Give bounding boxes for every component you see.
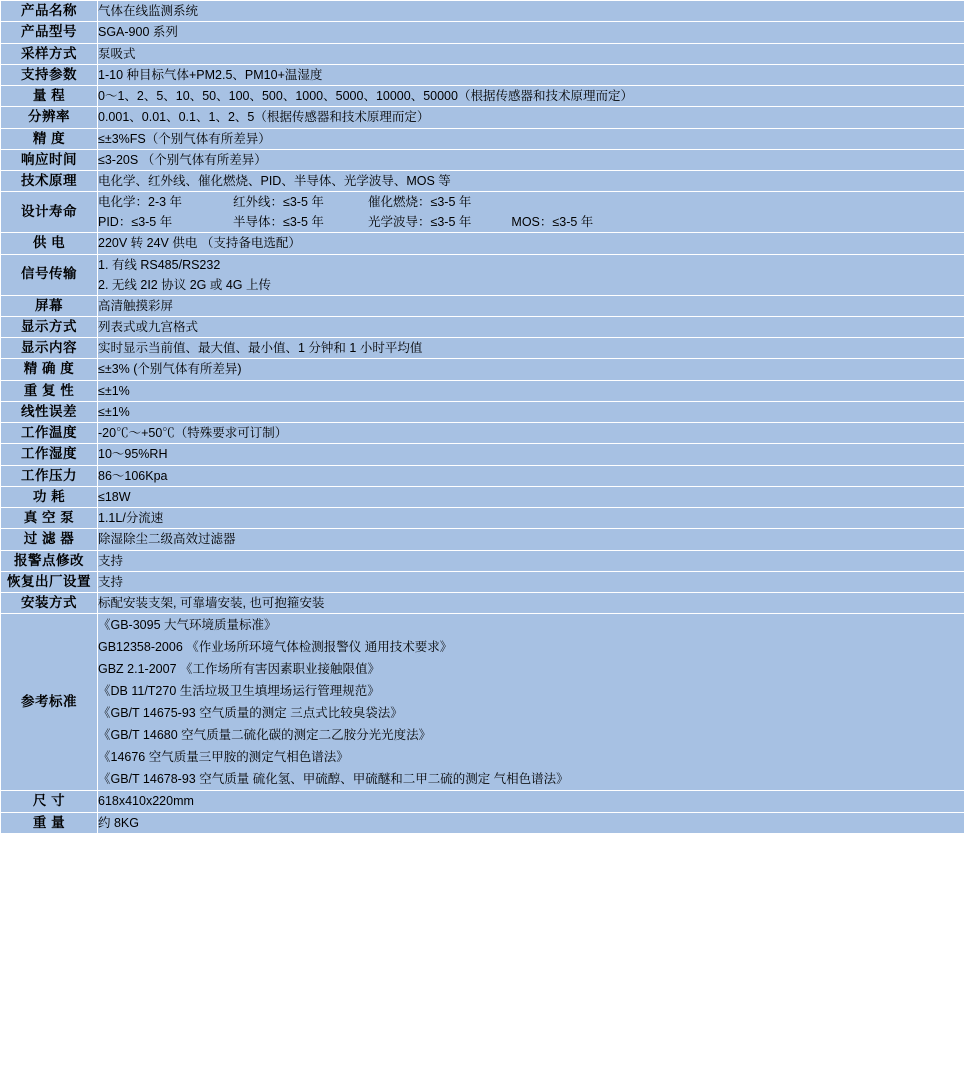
row-label: 信号传输 (1, 254, 98, 295)
table-row (1, 401, 965, 422)
table-row (1, 359, 965, 380)
table-row (1, 593, 965, 614)
row-value: 86～106Kpa (98, 465, 965, 486)
life-semiconductor: 半导体：≤3-5 年 (233, 215, 324, 230)
signal-wired: 1. 有线 RS485/RS232 (98, 257, 221, 272)
row-value (98, 192, 965, 233)
table-row (1, 22, 965, 43)
table-row (1, 128, 965, 149)
row-value: 220V 转 24V 供电 （支持备电选配） (98, 233, 965, 254)
life-optical-waveguide: 光学波导：≤3-5 年 (368, 215, 472, 230)
table-row (1, 64, 965, 85)
standard-item: 《DB 11/T270 生活垃圾卫生填埋场运行管理规范》 (98, 684, 380, 699)
table-row (1, 550, 965, 571)
row-label: 过 滤 器 (1, 529, 98, 550)
table-row (1, 43, 965, 64)
standard-item: 《GB-3095 大气环境质量标准》 (98, 618, 277, 633)
row-label: 响应时间 (1, 149, 98, 170)
table-row (1, 233, 965, 254)
table-row (1, 423, 965, 444)
row-label: 功 耗 (1, 486, 98, 507)
row-label: 产品名称 (1, 1, 98, 22)
row-label: 精 确 度 (1, 359, 98, 380)
row-label: 显示内容 (1, 338, 98, 359)
row-value: ≤18W (98, 486, 965, 507)
table-row (1, 380, 965, 401)
table-row (1, 316, 965, 337)
row-label: 屏幕 (1, 295, 98, 316)
row-label: 工作湿度 (1, 444, 98, 465)
row-label: 工作温度 (1, 423, 98, 444)
life-catalytic: 催化燃烧：≤3-5 年 (368, 195, 472, 210)
row-label: 分辨率 (1, 107, 98, 128)
standard-item: 《GB/T 14680 空气质量二硫化碳的测定二乙胺分光光度法》 (98, 728, 432, 743)
life-mos: MOS：≤3-5 年 (511, 215, 594, 230)
table-row-design-life (1, 192, 965, 233)
row-value: SGA-900 系列 (98, 22, 965, 43)
table-row-reference-standards (1, 614, 965, 791)
table-row (1, 571, 965, 592)
row-value: 气体在线监测系统 (98, 1, 965, 22)
row-label: 线性误差 (1, 401, 98, 422)
table-row (1, 149, 965, 170)
row-value: ≤3-20S （个别气体有所差异） (98, 149, 965, 170)
row-value: 10～95%RH (98, 444, 965, 465)
standard-item: 《GB/T 14678-93 空气质量 硫化氢、甲硫醇、甲硫醚和二甲二硫的测定 气相色谱法》 (98, 772, 569, 787)
table-row (1, 812, 965, 833)
row-value: 列表式或九宫格式 (98, 316, 965, 337)
table-row-signal-transmission (1, 254, 965, 295)
table-row (1, 508, 965, 529)
row-value: 除湿除尘二级高效过滤器 (98, 529, 965, 550)
row-value: 1-10 种目标气体+PM2.5、PM10+温湿度 (98, 64, 965, 85)
row-value: 支持 (98, 571, 965, 592)
signal-wireless: 2. 无线 2I2 协议 2G 或 4G 上传 (98, 277, 271, 292)
standard-item: GBZ 2.1-2007 《工作场所有害因素职业接触限值》 (98, 662, 380, 677)
row-label: 设计寿命 (1, 192, 98, 233)
row-label: 参考标准 (1, 614, 98, 791)
row-value: 0.001、0.01、0.1、1、2、5（根据传感器和技术原理而定） (98, 107, 965, 128)
row-value: 支持 (98, 550, 965, 571)
standard-item: 《14676 空气质量三甲胺的测定气相色谱法》 (98, 750, 349, 765)
standard-item: GB12358-2006 《作业场所环境气体检测报警仪 通用技术要求》 (98, 640, 453, 655)
row-value (98, 614, 965, 791)
row-value: 高清触摸彩屏 (98, 295, 965, 316)
table-row (1, 107, 965, 128)
row-value: 泵吸式 (98, 43, 965, 64)
row-value: 约 8KG (98, 812, 965, 833)
table-row (1, 444, 965, 465)
row-label: 产品型号 (1, 22, 98, 43)
row-label: 真 空 泵 (1, 508, 98, 529)
row-label: 采样方式 (1, 43, 98, 64)
table-row (1, 1, 965, 22)
row-label: 支持参数 (1, 64, 98, 85)
row-value: 0～1、2、5、10、50、100、500、1000、5000、10000、50000（根据传感器和技术原理而定） (98, 86, 965, 107)
row-value: -20℃～+50℃（特殊要求可订制） (98, 423, 965, 444)
life-electrochemical: 电化学：2-3 年 (98, 195, 183, 210)
table-row (1, 791, 965, 812)
row-value: 电化学、红外线、催化燃烧、PID、半导体、光学波导、MOS 等 (98, 171, 965, 192)
row-label: 重 量 (1, 812, 98, 833)
table-row (1, 295, 965, 316)
table-row (1, 338, 965, 359)
standard-item: 《GB/T 14675-93 空气质量的测定 三点式比较臭袋法》 (98, 706, 403, 721)
row-label: 技术原理 (1, 171, 98, 192)
table-row (1, 486, 965, 507)
table-row (1, 465, 965, 486)
row-value: ≤±1% (98, 380, 965, 401)
row-value: ≤±3% (个别气体有所差异) (98, 359, 965, 380)
row-label: 工作压力 (1, 465, 98, 486)
row-label: 显示方式 (1, 316, 98, 337)
row-value: ≤±1% (98, 401, 965, 422)
row-value: 1.1L/分流速 (98, 508, 965, 529)
row-label: 供 电 (1, 233, 98, 254)
row-value: 618x410x220mm (98, 791, 965, 812)
row-label: 安装方式 (1, 593, 98, 614)
table-row (1, 171, 965, 192)
row-value: ≤±3%FS（个别气体有所差异） (98, 128, 965, 149)
table-row (1, 86, 965, 107)
row-value: 标配安装支架, 可靠墙安装, 也可抱箍安装 (98, 593, 965, 614)
table-row (1, 529, 965, 550)
row-label: 量 程 (1, 86, 98, 107)
row-value (98, 254, 965, 295)
row-value: 实时显示当前值、最大值、最小值、1 分钟和 1 小时平均值 (98, 338, 965, 359)
row-label: 报警点修改 (1, 550, 98, 571)
row-label: 尺 寸 (1, 791, 98, 812)
life-infrared: 红外线：≤3-5 年 (233, 195, 324, 210)
row-label: 重 复 性 (1, 380, 98, 401)
life-pid: PID：≤3-5 年 (98, 215, 173, 230)
row-label: 恢复出厂设置 (1, 571, 98, 592)
row-label: 精 度 (1, 128, 98, 149)
